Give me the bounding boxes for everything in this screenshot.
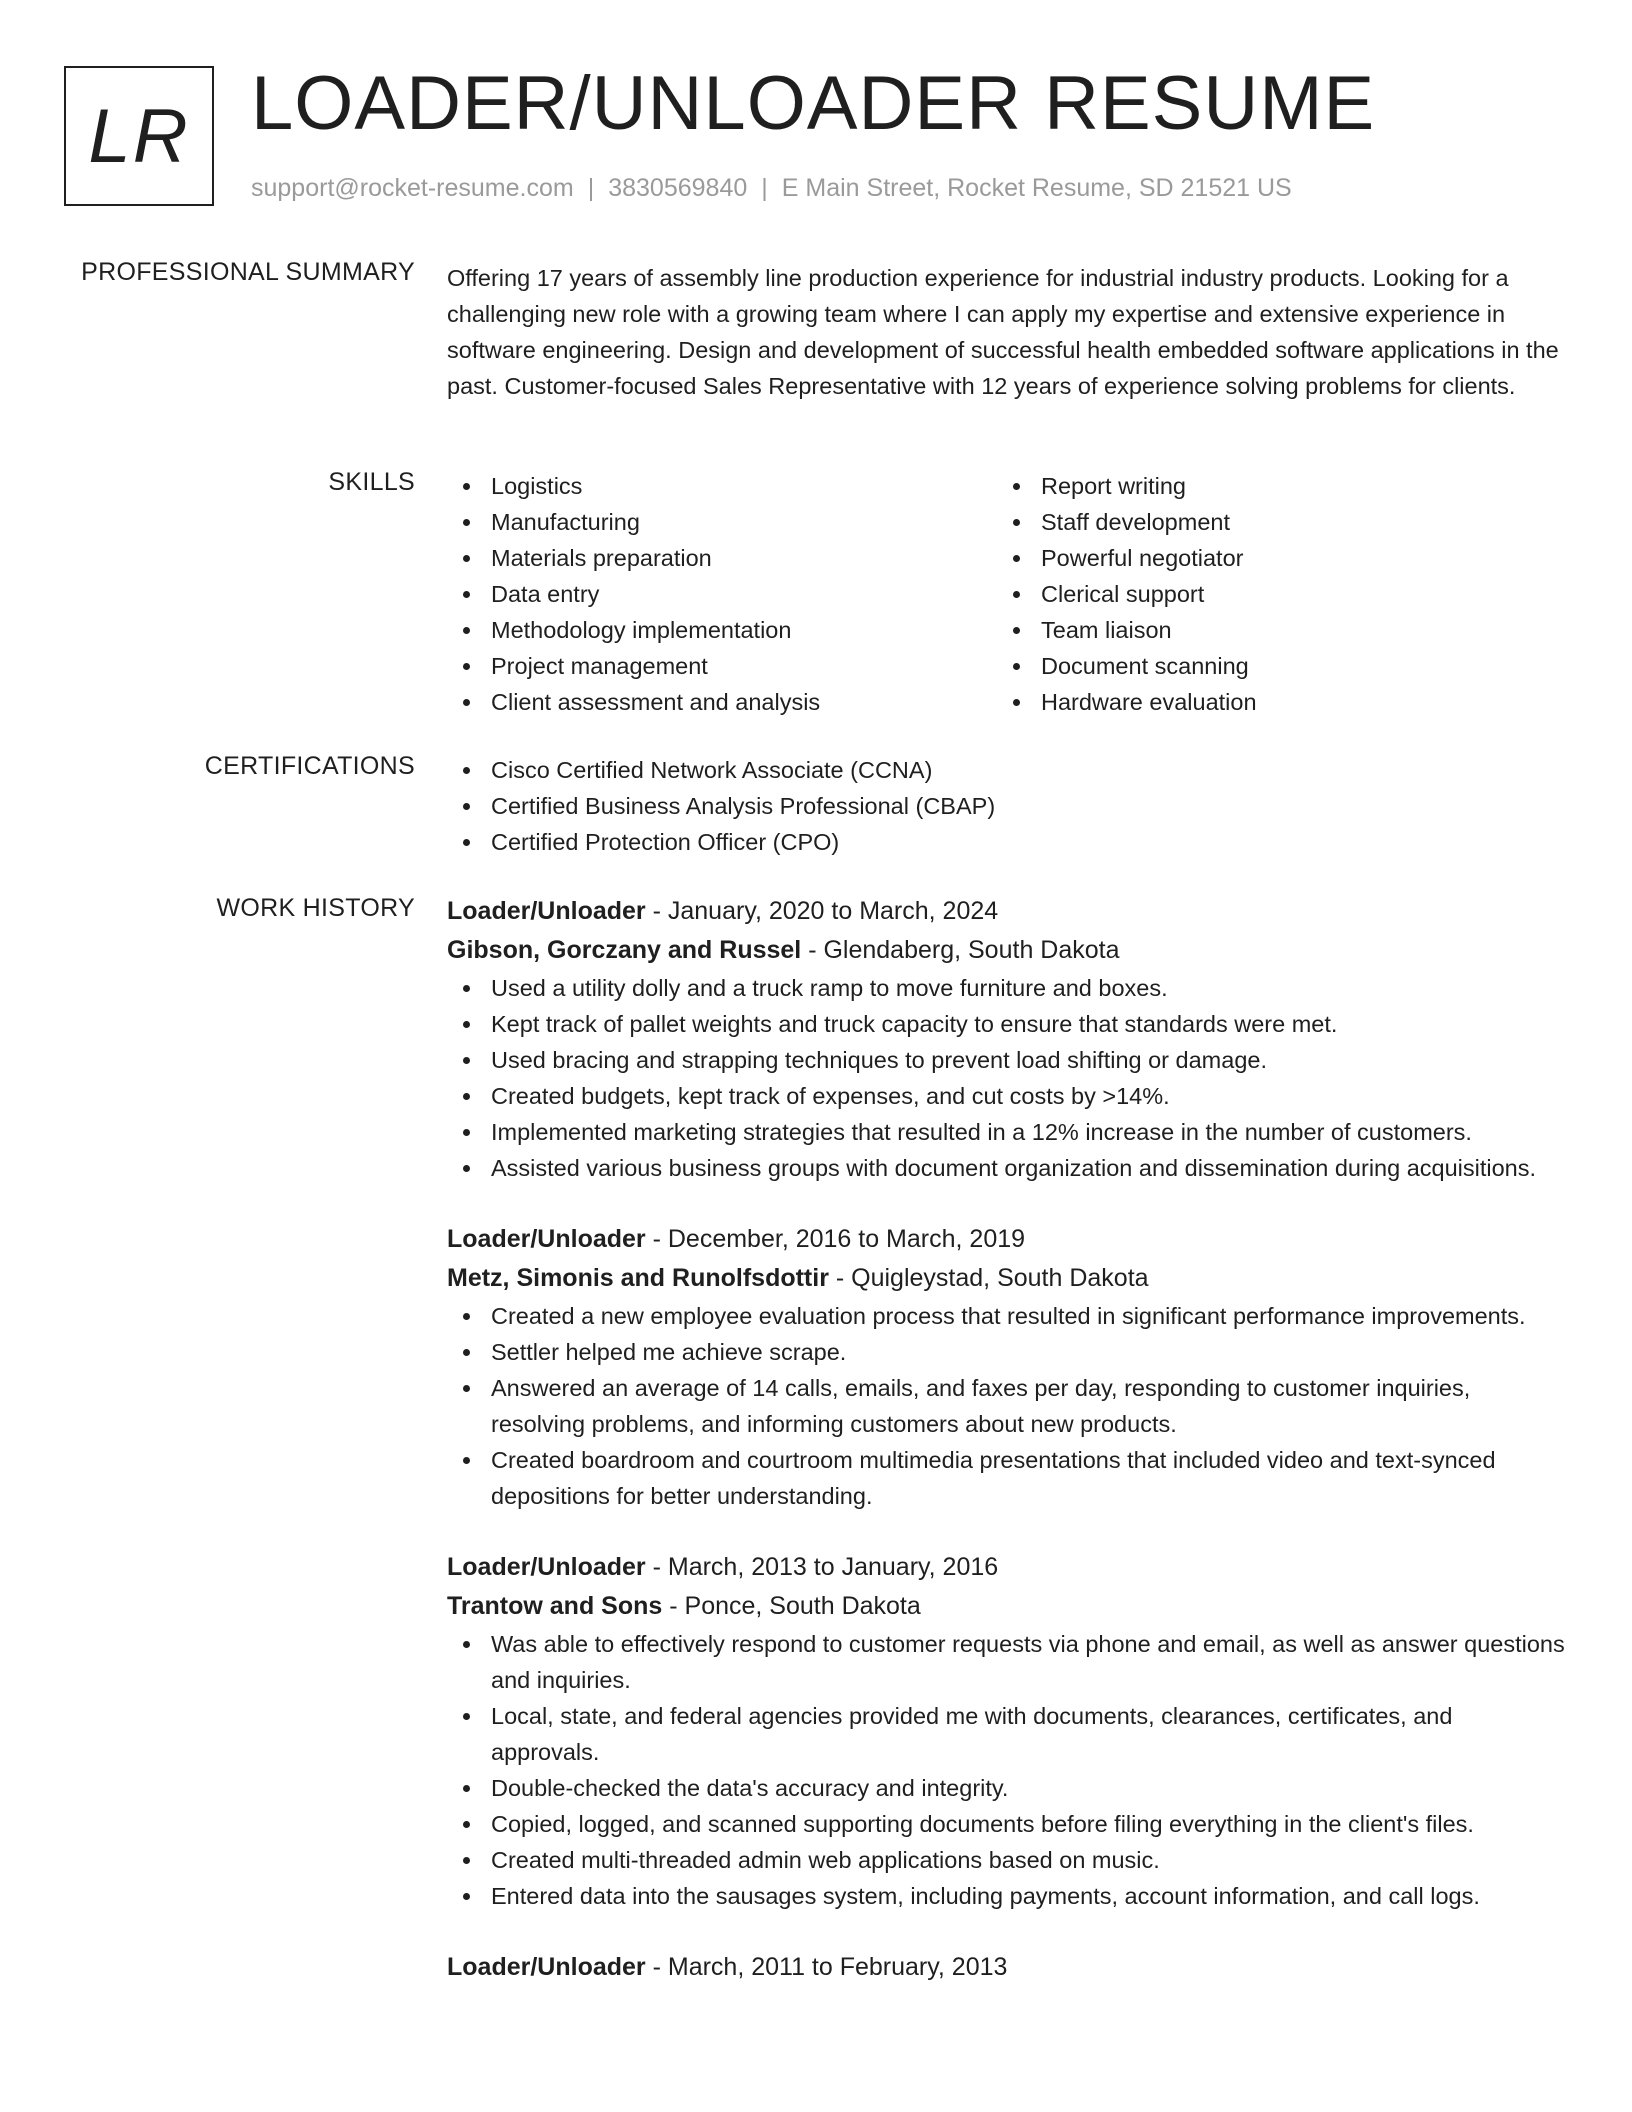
job-duty-item: Local, state, and federal agencies provided me with documents, clearances, certificates, and approvals. [447,1698,1567,1770]
job-company-line [447,1259,1567,1298]
resume-header [64,61,1572,211]
job-title-line [447,892,1567,931]
job-duty-item: Was able to effectively respond to customer requests via phone and email, as well as answer questions and inquiries. [447,1626,1567,1698]
job-company-line [447,1587,1567,1626]
job-title: Loader/Unloader [447,1553,646,1581]
job-duty-item: Used a utility dolly and a truck ramp to move furniture and boxes. [447,970,1567,1006]
skill-item: Client assessment and analysis [447,684,997,720]
work-history-body [447,892,1567,2021]
job-dates: - December, 2016 to March, 2019 [645,1225,1026,1253]
job-entry [447,1948,1567,1987]
job-title: Loader/Unloader [447,1953,646,1981]
job-duty-item: Entered data into the sausages system, including payments, account information, and call logs. [447,1878,1567,1914]
skill-item: Document scanning [997,648,1547,684]
skills-left-column [447,468,997,720]
contact-separator: | [761,174,768,202]
contact-phone: 3830569840 [608,174,748,202]
skill-item: Powerful negotiator [997,540,1547,576]
skill-item: Project management [447,648,997,684]
job-duty-item: Implemented marketing strategies that resulted in a 12% increase in the number of customers. [447,1114,1567,1150]
section-label-skills: SKILLS [328,468,415,496]
job-duty-item: Assisted various business groups with document organization and dissemination during acquisitions. [447,1150,1567,1186]
section-label-work-history: WORK HISTORY [216,894,415,922]
skill-item: Staff development [997,504,1547,540]
job-location: - Quigleystad, South Dakota [828,1264,1149,1292]
skill-item: Data entry [447,576,997,612]
job-duties-list [447,1298,1567,1514]
job-duty-item: Created a new employee evaluation process that resulted in significant performance improvements. [447,1298,1567,1334]
job-company: Trantow and Sons [447,1592,663,1620]
job-entry [447,892,1567,1186]
certification-item: Certified Business Analysis Professional (CBAP) [447,788,1567,824]
job-title-line [447,1548,1567,1587]
skill-item: Manufacturing [447,504,997,540]
skill-item: Team liaison [997,612,1547,648]
skill-item: Logistics [447,468,997,504]
job-duty-item: Copied, logged, and scanned supporting documents before filing everything in the client's files. [447,1806,1567,1842]
certification-item: Cisco Certified Network Associate (CCNA) [447,752,1567,788]
job-duty-item: Double-checked the data's accuracy and integrity. [447,1770,1567,1806]
job-duty-item: Created budgets, kept track of expenses, and cut costs by >14%. [447,1078,1567,1114]
skills-body [447,468,1567,720]
summary-text: Offering 17 years of assembly line production experience for industrial industry products. Looking for a challenging new role with a growing team where I can apply my expertise and extensive experience in software engineering. Design and development of successful health embedded software applications in the past. Customer-focused Sales Representative with 12 years of experience solving problems for clients. [447,265,1559,399]
job-title-line [447,1220,1567,1259]
job-duty-item: Kept track of pallet weights and truck capacity to ensure that standards were met. [447,1006,1567,1042]
job-dates: - March, 2011 to February, 2013 [645,1953,1008,1981]
certifications-list [447,752,1567,860]
contact-email: support@rocket-resume.com [251,174,574,202]
job-location: - Glendaberg, South Dakota [801,936,1120,964]
job-location: - Ponce, South Dakota [662,1592,921,1620]
certifications-body [447,752,1567,860]
job-title-line [447,1948,1567,1987]
job-dates: - January, 2020 to March, 2024 [645,897,999,925]
job-company: Metz, Simonis and Runolfsdottir [447,1264,829,1292]
resume-title: LOADER/UNLOADER RESUME [251,61,1376,146]
skills-right-column [997,468,1547,720]
skill-item: Report writing [997,468,1547,504]
job-entry [447,1548,1567,1914]
skill-item: Materials preparation [447,540,997,576]
section-label-summary: PROFESSIONAL SUMMARY [81,258,415,286]
contact-separator: | [587,174,595,202]
job-title: Loader/Unloader [447,897,646,925]
monogram-logo: LR [64,66,214,206]
job-title: Loader/Unloader [447,1225,646,1253]
job-company: Gibson, Gorczany and Russel [447,936,802,964]
job-duty-item: Created boardroom and courtroom multimedia presentations that included video and text-synced depositions for better understanding. [447,1442,1567,1514]
section-label-certifications: CERTIFICATIONS [204,752,415,780]
job-entry [447,1220,1567,1514]
job-company-line [447,931,1567,970]
certification-item: Certified Protection Officer (CPO) [447,824,1567,860]
job-duty-item: Created multi-threaded admin web applications based on music. [447,1842,1567,1878]
job-dates: - March, 2013 to January, 2016 [645,1553,999,1581]
skill-item: Hardware evaluation [997,684,1547,720]
job-duty-item: Settler helped me achieve scrape. [447,1334,1567,1370]
job-duties-list [447,970,1567,1186]
job-duties-list [447,1626,1567,1914]
job-duty-item: Answered an average of 14 calls, emails, and faxes per day, responding to customer inquiries, resolving problems, and informing customers about new products. [447,1370,1567,1442]
contact-line [251,174,1292,203]
skill-item: Methodology implementation [447,612,997,648]
job-duty-item: Used bracing and strapping techniques to prevent load shifting or damage. [447,1042,1567,1078]
skill-item: Clerical support [997,576,1547,612]
contact-address: E Main Street, Rocket Resume, SD 21521 US [781,174,1292,202]
summary-body [447,258,1567,404]
